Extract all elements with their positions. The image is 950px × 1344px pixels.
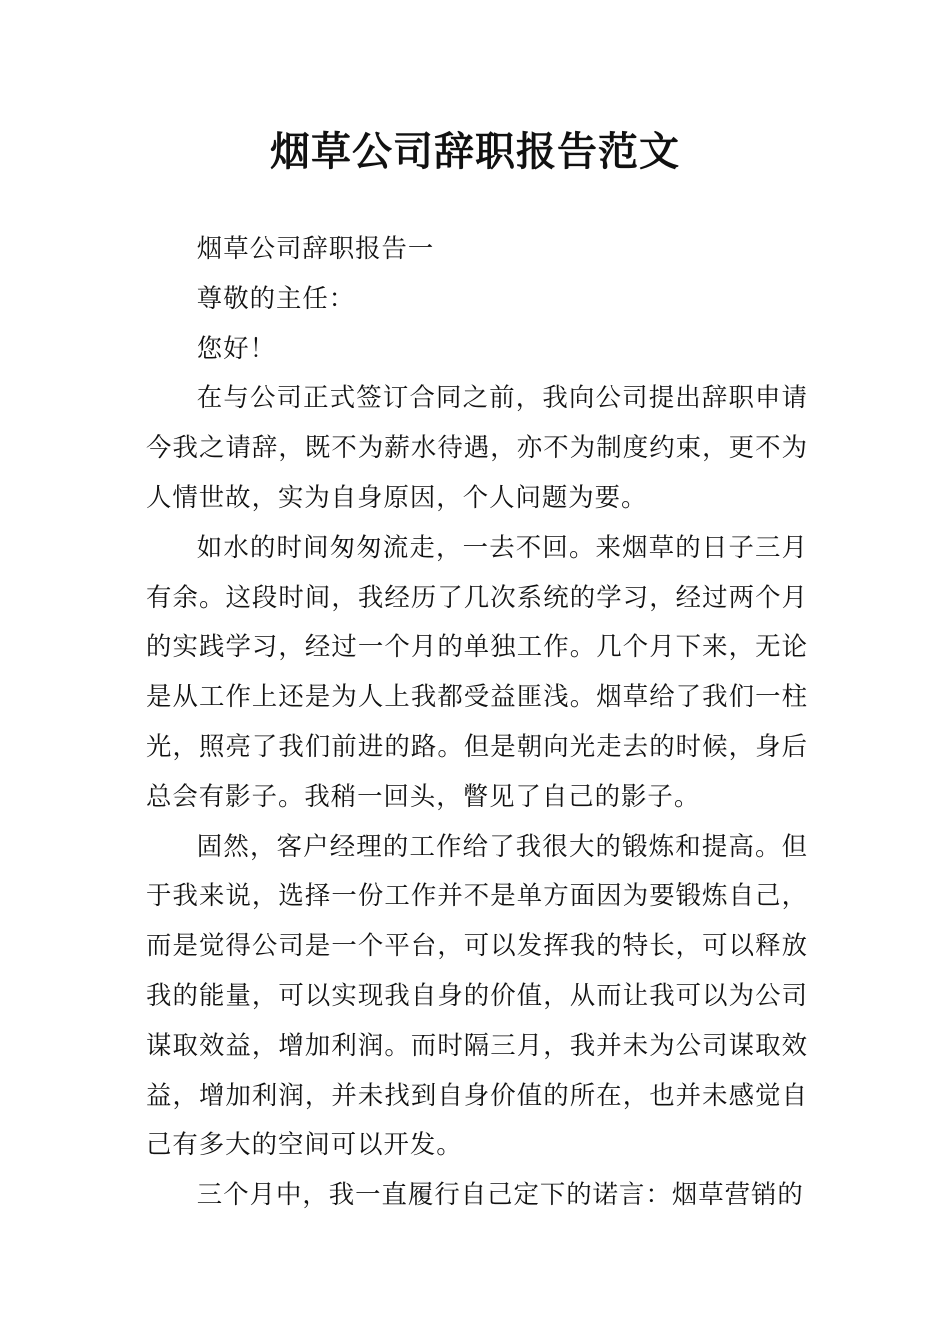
greeting: 您好！ <box>196 332 276 363</box>
salutation: 尊敬的主任： <box>196 282 356 313</box>
section-heading: 烟草公司辞职报告一 <box>196 233 435 263</box>
body-paragraph: 固然，客户经理的工作给了我很大的锻炼和提高。但于我来说，选择一份工作并不是单方面因为要锻炼自己，而是觉得公司是一个平台，可以发挥我的特长，可以释放我的能量，可以实现我自身的价值，从而让我可以为公司谋取效益，增加利润。而时隔三月，我并未为公司谋取效益，增加利润，并未找到自身价值的所在，也并未感觉自己有多大的空间可以开发。 <box>146 830 808 1160</box>
document-title: 烟草公司辞职报告范文 <box>270 129 680 175</box>
body-paragraph: 三个月中，我一直履行自己定下的诺言：烟草营销的 <box>196 1179 804 1210</box>
body-paragraph: 在与公司正式签订合同之前，我向公司提出辞职申请今我之请辞，既不为薪水待遇，亦不为制度约束，更不为人情世故，实为自身原因，个人问题为要。 <box>146 382 808 512</box>
document-body <box>146 224 808 1220</box>
body-paragraph: 如水的时间匆匆流走，一去不回。来烟草的日子三月有余。这段时间，我经历了几次系统的学习，经过两个月的实践学习，经过一个月的单独工作。几个月下来，无论是从工作上还是为人上我都受益匪浅。烟草给了我们一柱光，照亮了我们前进的路。但是朝向光走去的时候，身后总会有影子。我稍一回头，瞥见了自己的影子。 <box>146 531 808 811</box>
